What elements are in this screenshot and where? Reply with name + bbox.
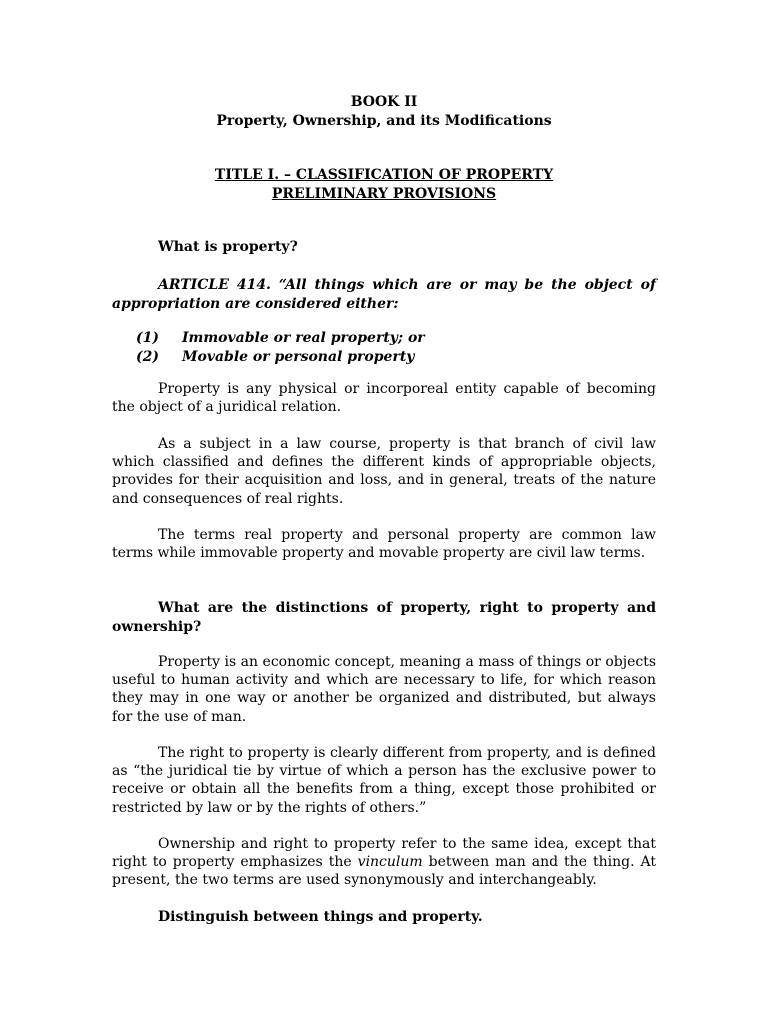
- list-number: (2): [136, 349, 159, 365]
- title-heading-text: TITLE I. – CLASSIFICATION OF PROPERTY: [214, 167, 554, 183]
- question-distinctions: What are the distinctions of property, right to property and ownership?: [112, 600, 656, 635]
- question-what-is-property: What is property?: [158, 239, 298, 255]
- preliminary-provisions-heading: [0, 185, 768, 204]
- preliminary-provisions-text: PRELIMINARY PROVISIONS: [271, 186, 497, 202]
- paragraph-property-definition: Property is any physical or incorporeal entity capable of becoming the object of a juridical relation.: [112, 381, 656, 416]
- vinculum-term: vinculum: [357, 854, 423, 871]
- paragraph-terms: The terms real property and personal property are common law terms while immovable property and movable property are civil law terms.: [112, 527, 656, 562]
- book-subtitle: Property, Ownership, and its Modifications: [216, 113, 552, 129]
- list-text: Immovable or real property; or: [182, 330, 425, 346]
- ownership-text-before: Ownership and right to property refer to the same idea, except that right to property emphasizes the: [112, 836, 656, 871]
- article-414: ARTICLE 414. “All things which are or may be the object of appropriation are considered either:: [112, 277, 656, 312]
- list-text: Movable or personal property: [182, 349, 415, 365]
- ownership-text-after: between man and the thing. At present, the two terms are used synonymously and interchangeably.: [112, 854, 656, 889]
- paragraph-law-course: As a subject in a law course, property is that branch of civil law which classified and defines the different kinds of appropriable objects, provides for their acquisition and loss, and in general, treats of the nature and consequences of real rights.: [112, 436, 656, 507]
- list-number: (1): [136, 330, 159, 346]
- paragraph-right-to-property: The right to property is clearly different from property, and is defined as “the juridical tie by virtue of which a person has the exclusive power to receive or obtain all the benefits from a thing, except those prohibited or restricted by law or by the rights of others.”: [112, 745, 656, 816]
- paragraph-economic-concept: Property is an economic concept, meaning a mass of things or objects useful to human activity and which are necessary to life, for which reason they may in one way or another be organized and distributed, but always for the use of man.: [112, 654, 656, 725]
- paragraph-ownership: [112, 835, 656, 890]
- question-things-and-property: Distinguish between things and property.: [158, 909, 483, 925]
- book-heading: BOOK II: [350, 94, 418, 110]
- title-heading: [0, 166, 768, 185]
